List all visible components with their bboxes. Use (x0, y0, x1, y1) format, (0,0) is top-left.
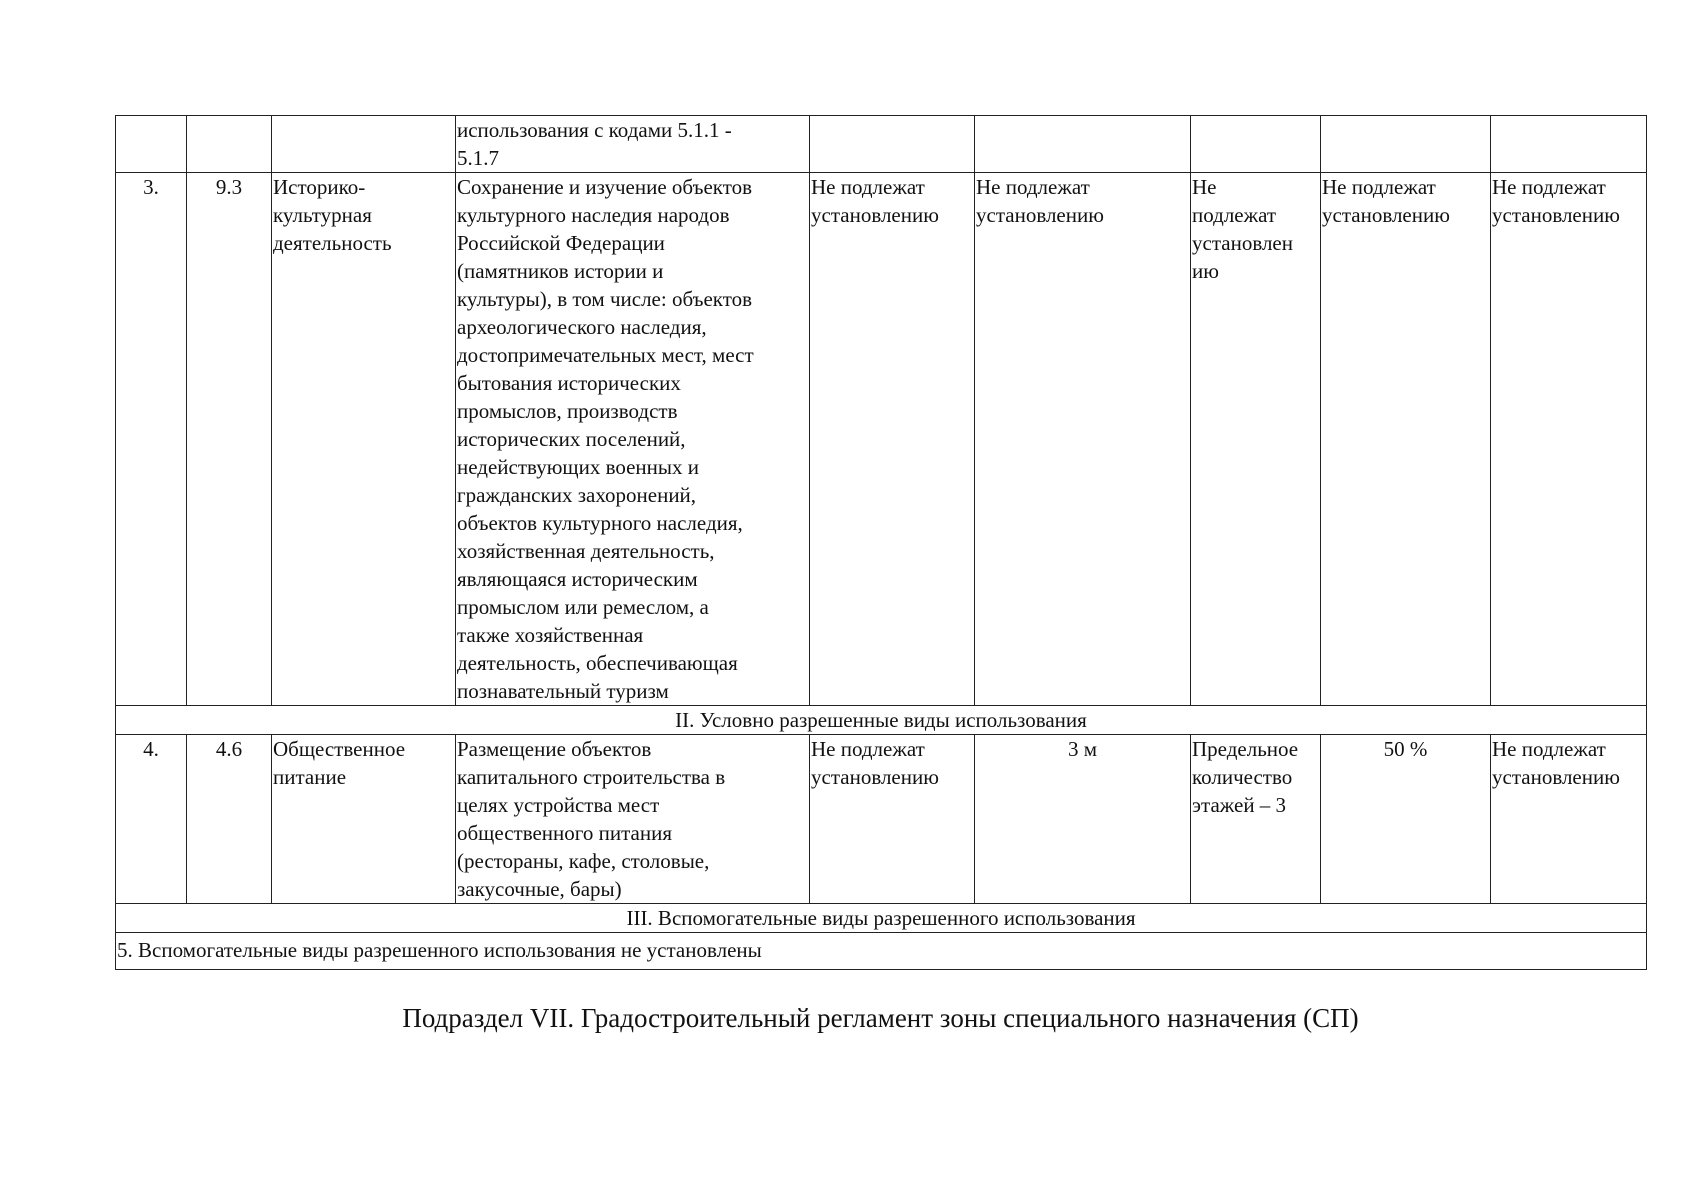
cell-col9 (1491, 116, 1647, 173)
cell-col5 (810, 116, 975, 173)
cell-col7: Не подлежат установлен ию (1191, 173, 1321, 706)
cell-description: использования с кодами 5.1.1 - 5.1.7 (456, 116, 810, 173)
cell-code (187, 116, 272, 173)
table-row-4 (116, 735, 1647, 904)
regulation-table (115, 115, 1647, 970)
cell-col5: Не подлежат установлению (810, 735, 975, 904)
table-row-continuation (116, 116, 1647, 173)
cell-code: 4.6 (187, 735, 272, 904)
cell-col6: 3 м (975, 735, 1191, 904)
cell-col6: Не подлежат установлению (975, 173, 1191, 706)
table-row-5 (116, 933, 1647, 970)
section-title-auxiliary: III. Вспомогательные виды разрешенного использования (116, 904, 1647, 933)
section-title-conditional: II. Условно разрешенные виды использования (116, 706, 1647, 735)
section-header-row (116, 706, 1647, 735)
cell-col9: Не подлежат установлению (1491, 173, 1647, 706)
cell-col5: Не подлежат установлению (810, 173, 975, 706)
cell-col7 (1191, 116, 1321, 173)
cell-col6 (975, 116, 1191, 173)
cell-col9: Не подлежат установлению (1491, 735, 1647, 904)
section-header-row (116, 904, 1647, 933)
cell-col8: Не подлежат установлению (1321, 173, 1491, 706)
cell-description: Сохранение и изучение объектов культурного наследия народов Российской Федерации (памятников истории и культуры), в том числе: объектов археологического наследия, достопримечательных мест, мест бытования исторических промыслов, производств исторических поселений, недействующих военных и гражданских захоронений, объектов культурного наследия, хозяйственная деятельность, являющаяся историческим промыслом или ремеслом, а также хозяйственная деятельность, обеспечивающая познавательный туризм (456, 173, 810, 706)
table-row-3 (116, 173, 1647, 706)
cell-code: 9.3 (187, 173, 272, 706)
cell-num: 4. (116, 735, 187, 904)
cell-col7: Предельное количество этажей – 3 (1191, 735, 1321, 904)
cell-description: Размещение объектов капитального строительства в целях устройства мест общественного питания (рестораны, кафе, столовые, закусочные, бары) (456, 735, 810, 904)
subsection-heading: Подраздел VII. Градостроительный регламент зоны специального назначения (СП) (402, 1003, 1359, 1033)
cell-name: Общественное питание (272, 735, 456, 904)
cell-col8 (1321, 116, 1491, 173)
cell-num: 3. (116, 173, 187, 706)
cell-note: 5. Вспомогательные виды разрешенного использования не установлены (116, 933, 1647, 970)
cell-name: Историко- культурная деятельность (272, 173, 456, 706)
cell-num (116, 116, 187, 173)
cell-col8: 50 % (1321, 735, 1491, 904)
cell-name (272, 116, 456, 173)
